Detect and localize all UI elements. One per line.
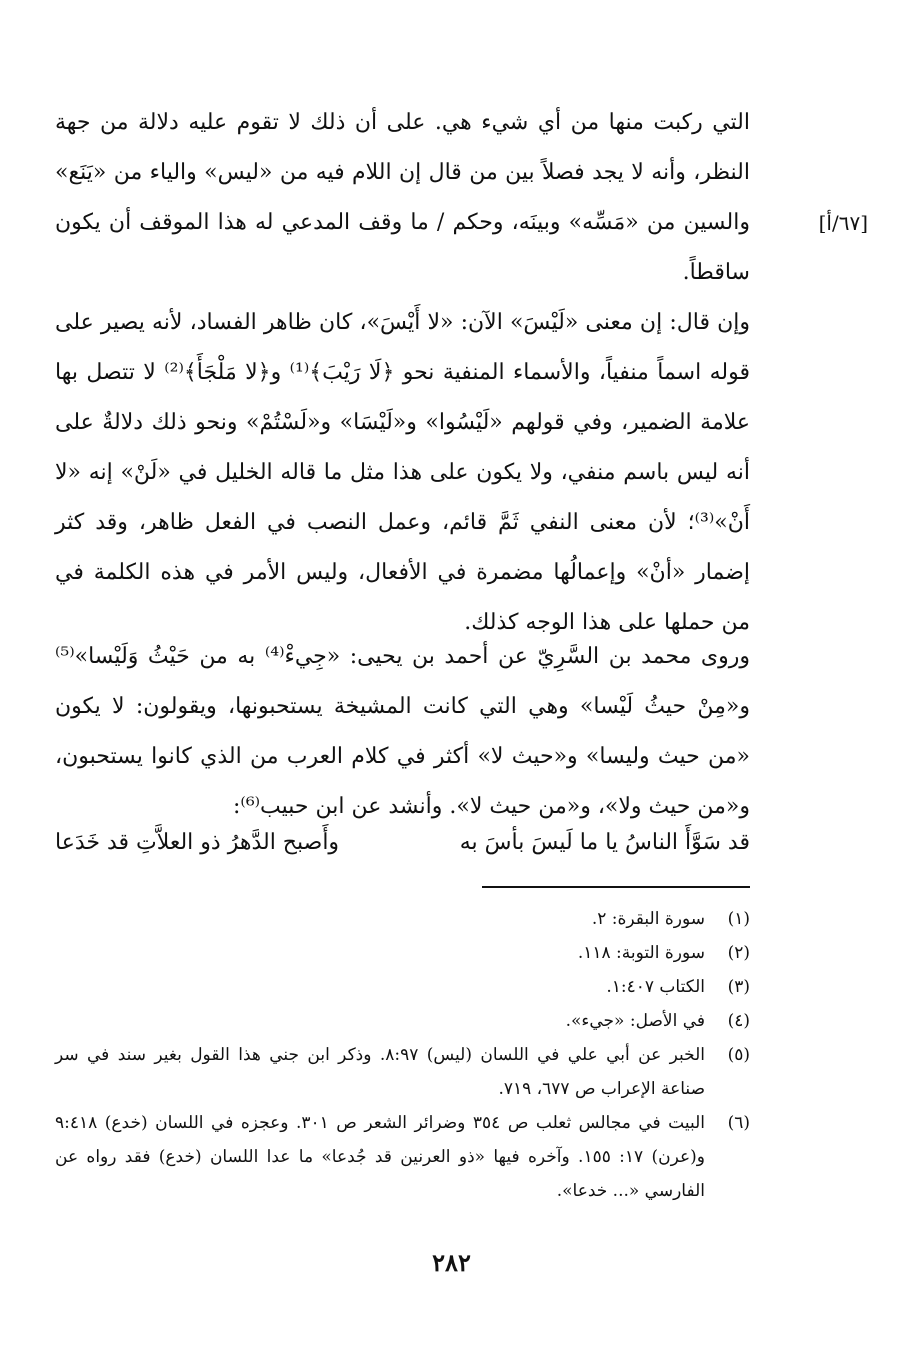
- footnote-text: في الأصل: «جيء».: [565, 1011, 705, 1031]
- footnote-number: (٥): [727, 1045, 750, 1065]
- footnote-number: (٤): [727, 1011, 750, 1031]
- footnote-1: [55, 902, 750, 936]
- body-paragraph-1: التي ركبت منها من أي شيء هي. على أن ذلك لا تقوم عليه دلالة من جهة النظر، وأنه لا يجد فصلاً بين من قال إن اللام فيه من «ليس» والياء من «يَنَع» والسين من «مَسِّه» وبينَه، وحكم / ما وقف المدعي له هذا الموقف أن يكون ساقطاً.: [55, 110, 750, 285]
- footnote-separator: [482, 886, 750, 888]
- footnote-text: سورة البقرة: ٢.: [591, 909, 705, 929]
- footnotes-list: [55, 902, 750, 1208]
- verse-second-hemistich: وأَصبح الدَّهرُ ذو العلاَّتِ قد خَدَعا: [55, 830, 340, 855]
- footnote-number: (٦): [727, 1113, 750, 1133]
- footnote-number: (١): [727, 909, 750, 929]
- verse-first-hemistich: قد سَوَّأَ الناسُ يا ما لَيسَ بأسَ به: [459, 830, 750, 855]
- footnote-text: سورة التوبة: ١١٨.: [577, 943, 705, 963]
- page-number: ٢٨٢: [432, 1248, 471, 1277]
- footnote-number: (٣): [727, 977, 750, 997]
- footnote-3: [55, 970, 750, 1004]
- footnote-6: [55, 1106, 750, 1208]
- footnote-text: البيت في مجالس ثعلب ص ٣٥٤ وضرائر الشعر ص ٣٠١. وعجزه في اللسان (خدع) ٩:٤١٨ و(عرن) ١٧: ١٥٥. وآخره فيها «ذو العرنين قد جُدعا» ما عدا اللسان (خدع) فقد رواه عن الفارسي «... خدعا».: [55, 1113, 705, 1201]
- footnote-number: (٢): [727, 943, 750, 963]
- footnote-5: [55, 1038, 750, 1106]
- footnote-4: [55, 1004, 750, 1038]
- body-paragraph-2: وإن قال: إن معنى «لَيْسَ» الآن: «لا أَيْسَ»، كان ظاهر الفساد، لأنه يصير على قوله اسماً منفياً، والأسماء المنفية نحو ﴿لَا رَيْبَ﴾⁽¹⁾ و﴿لا مَلْجَأَ﴾⁽²⁾ لا تتصل بها علامة الضمير، وفي قولهم «لَيْسُوا» و«لَيْسَا» و«لَسْتُمْ» ونحو ذلك دلالةٌ على أنه ليس باسم منفي، ولا يكون على هذا مثل ما قاله الخليل في «لَنْ» إنه «لا أَنْ»⁽³⁾؛ لأن معنى النفي ثَمَّ قائم، وعمل النصب في الفعل ظاهر، وقد كثر إضمار «أنْ» وإعمالُها مضمرة في الأفعال، وليس الأمر في هذه الكلمة في من حملها على هذا الوجه كذلك.: [55, 310, 750, 635]
- footnote-text: الخبر عن أبي علي في اللسان (ليس) ٨:٩٧. وذكر ابن جني هذا القول بغير سند في سر صناعة الإعراب ص ٦٧٧، ٧١٩.: [55, 1045, 705, 1099]
- body-paragraph-3: وروى محمد بن السَّرِيّ عن أحمد بن يحيى: «جِيءْ⁽⁴⁾ به من حَيْثُ وَلَيْسا»⁽⁵⁾ و«مِنْ حيثُ لَيْسا» وهي التي كانت المشيخة يستحبونها، ويقولون: لا يكون «من حيث وليسا» و«حيث لا» أكثر في كلام العرب من الذي كانوا يستحبون، و«من حيث ولا»، و«من حيث لا». وأنشد عن ابن حبيب⁽⁶⁾:: [55, 644, 750, 819]
- poetry-verse: [55, 818, 750, 868]
- manuscript-folio-reference: [٦٧/أ]: [818, 211, 868, 235]
- footnote-text: الكتاب ١:٤٠٧.: [606, 977, 705, 997]
- footnote-2: [55, 936, 750, 970]
